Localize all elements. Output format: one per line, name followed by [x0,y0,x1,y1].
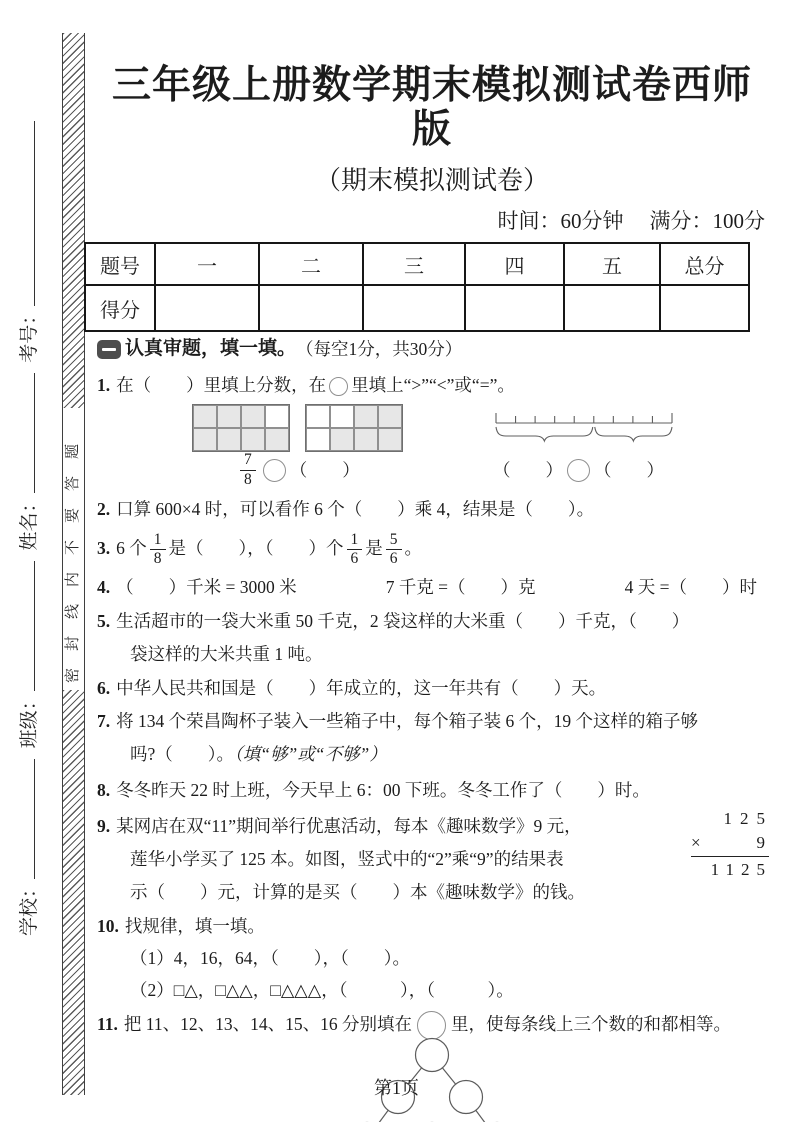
score-header-cell: 三 [363,243,465,285]
score-blank-cell [363,285,465,331]
multiplier: 9 [756,833,765,852]
section-one-header [97,336,767,362]
shaded-cell [354,428,378,451]
class-field [19,561,40,748]
question-number: 6. [97,678,111,698]
fraction-grid-b [305,404,403,452]
shaded-cell [241,405,265,428]
question-number: 7. [97,711,111,731]
class-label: 班级： [19,691,40,749]
empty-cell [306,405,330,428]
shaded-cell [354,405,378,428]
question-7: 7. 将 134 个荣昌陶杯子装入一些箱子中，每个箱子装 6 个，19 个这样的箱子够 吗?（ ）。（填“够”或“不够”） [97,711,698,764]
name-label: 姓名： [19,493,40,551]
question-11: 11. 把 11、12、13、14、15、16 分别填在 里，使每条线上三个数的和都相等。 [97,1009,767,1122]
question-number: 1. [97,375,111,395]
question-number: 3. [97,538,111,558]
blank: （ ） [493,460,563,480]
question-number: 9. [97,816,111,836]
exam-time: 时间：60分钟 [497,209,624,233]
score-row-label: 得分 [85,285,155,331]
circle-placeholder [417,1011,446,1040]
blank: （ ） [594,460,664,480]
exam-full-score: 满分：100分 [649,209,765,233]
score-header-cell: 一 [155,243,259,285]
seal-band-bottom [62,690,85,1095]
question-number: 5. [97,611,111,631]
fraction: $\frac{5}{6}$ [386,532,402,568]
exam-meta [97,208,767,234]
shaded-cell [378,405,402,428]
page-subtitle: （期末模拟测试卷） [314,166,549,195]
seal-line-text: 密封线内不要答题 [65,426,81,683]
number-line-figure [495,412,673,444]
section-one-icon [97,340,121,359]
score-blank-cell [465,285,564,331]
circle-placeholder [263,459,286,482]
question-2: 2. 口算 600×4 时，可以看作 6 个（ ）乘 4，结果是（ ）。 [97,499,595,519]
question-1-figure [97,402,767,490]
section-one-title: 认真审题，填一填。 [125,338,297,359]
score-blank-cell [564,285,660,331]
question-1-compare-left [237,452,360,488]
fraction-grid-a [192,404,290,452]
fraction: $\frac{1}{6}$ [347,532,363,568]
score-blank-cell [660,285,749,331]
shaded-cell [265,428,289,451]
question-9: 9. 某网店在双“11”期间举行优惠活动，每本《趣味数学》9 元， 莲华小学买了 125 本。如图，竖式中的“2”乘“9”的结果表 示（ ）元，计算的是买（ ）本《趣味数学》的钱。 125 × 9 1125 [97,809,773,902]
empty-cell [330,405,354,428]
multiplicand: 125 [723,809,773,828]
question-1: 1. 在（ ）里填上分数，在 里填上“>”“<”或“=”。 $\frac{7}{8}$ （ ） （ ） （ ） [97,370,767,490]
question-8: 8. 冬冬昨天 22 时上班，今天早上 6：00 下班。冬冬工作了（ ）时。 [97,780,650,800]
question-10: 10. 找规律，填一填。 （1）4，16，64，（ ），（ ）。 （2）□△，□△△，□△△△，（ ），（ ）。 [97,911,767,1005]
question-10-sub-1: （1）4，16，64，（ ），（ ）。 [130,948,410,968]
question-1-compare-right [493,455,664,485]
times-sign: × [691,833,701,852]
score-blank-cell [259,285,363,331]
question-6: 6. 中华人民共和国是（ ）年成立的，这一年共有（ ）天。 [97,678,607,698]
question-3: 3. 6 个 $\frac{1}{8}$ 是（ ），（ ）个 $\frac{1}{6}$ 是 $\frac{5}{6}$ 。 [97,530,422,568]
fraction: $\frac{1}{8}$ [150,532,166,568]
score-blank-cell [155,285,259,331]
school-field [19,759,40,936]
shaded-cell [217,428,241,451]
shaded-cell [193,405,217,428]
circle-placeholder [567,459,590,482]
school-fill-line [15,759,35,879]
vertical-multiplication [691,807,773,882]
shaded-cell [241,428,265,451]
question-number: 2. [97,499,111,519]
blank: （ ） [289,460,360,481]
score-header-cell: 二 [259,243,363,285]
page-title: 三年级上册数学期末模拟测试卷西师版 [111,64,752,151]
class-fill-line [15,561,35,691]
shaded-cell [330,428,354,451]
name-fill-line [15,373,35,493]
school-label: 学校： [19,878,40,936]
score-table [84,242,750,332]
question-4: 4. （ ）千米 = 3000 米 7 千克 =（ ）克 4 天 =（ ）时 [97,577,757,597]
shaded-cell [217,405,241,428]
page-footer: 第1页 [374,1078,419,1098]
name-field [19,373,40,550]
fraction: $\frac{7}{8}$ [240,452,256,488]
question-number: 4. [97,577,111,597]
exam-number-label: 考号： [19,305,40,363]
shaded-cell [378,428,402,451]
score-header-cell: 题号 [85,243,155,285]
score-header-cell: 五 [564,243,660,285]
student-info-fields [14,34,52,1094]
question-10-sub-2: （2）□△，□△△，□△△△，（ ），（ ）。 [130,980,514,1000]
exam-number-fill-line [15,121,35,306]
score-header-cell: 四 [465,243,564,285]
score-header-cell: 总分 [660,243,749,285]
question-number: 10. [97,916,119,936]
empty-cell [265,405,289,428]
question-number: 8. [97,780,111,800]
exam-number-field [19,121,40,363]
product: 1125 [710,860,772,879]
shaded-cell [193,428,217,451]
circle-placeholder [329,377,348,396]
section-one-note: （每空1分，共30分） [296,339,463,359]
question-number: 11. [97,1014,118,1034]
question-5: 5. 生活超市的一袋大米重 50 千克，2 袋这样的大米重（ ）千克，（ ） 袋这样的大米共重 1 吨。 [97,611,690,664]
seal-band-top [62,33,85,408]
empty-cell [306,428,330,451]
